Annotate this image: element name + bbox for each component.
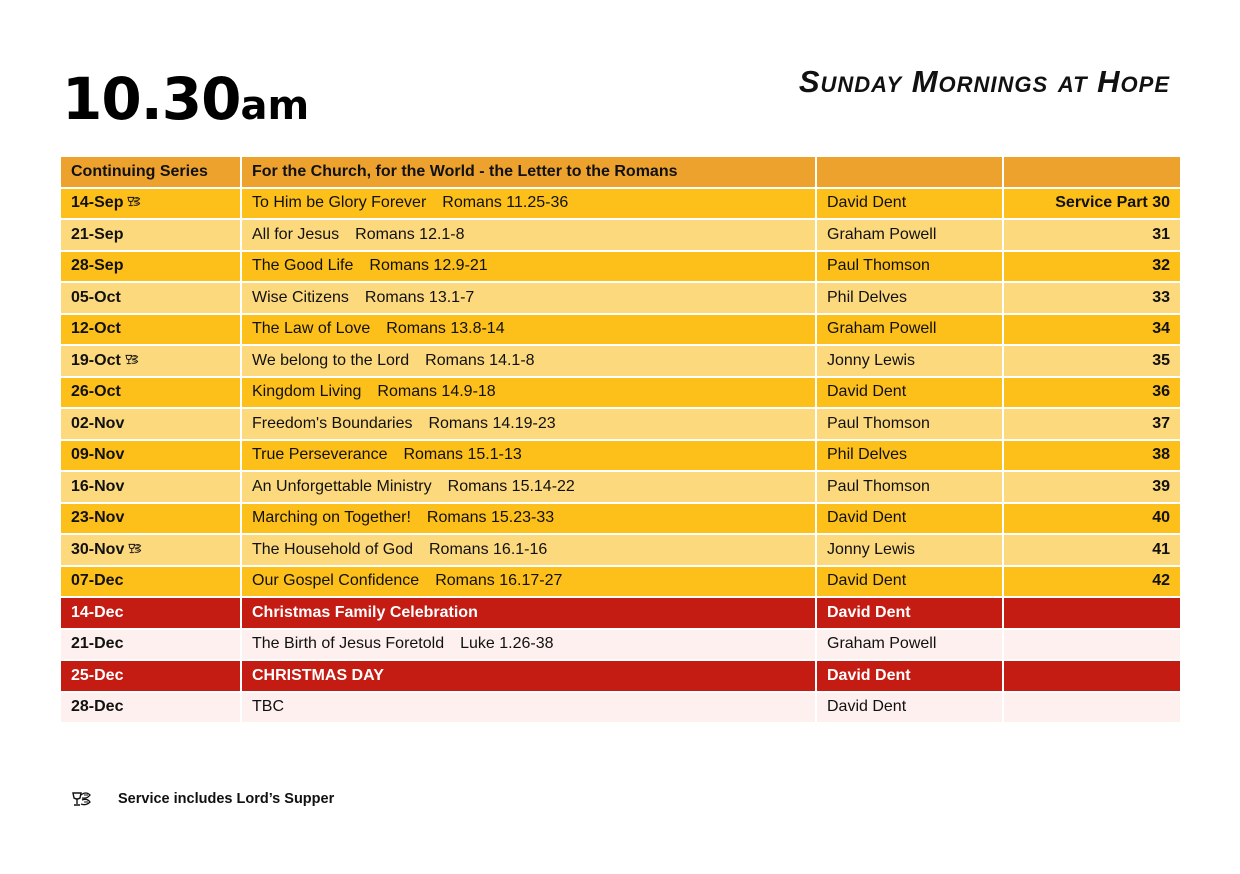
- part-cell: [1004, 346, 1180, 376]
- date-cell-text: 09-Nov: [71, 446, 125, 464]
- part-cell: [1004, 189, 1180, 219]
- part-cell-text: 42: [1152, 572, 1170, 590]
- date-cell: [61, 315, 240, 345]
- part-cell-text: 31: [1152, 225, 1170, 243]
- part-cell: [1004, 567, 1180, 597]
- speaker-cell: [817, 630, 1002, 660]
- date-cell-text: 12-Oct: [71, 320, 121, 338]
- date-cell: [61, 189, 240, 219]
- part-cell-text: 41: [1152, 540, 1170, 558]
- date-cell: [61, 661, 240, 691]
- part-cell-text: 38: [1152, 446, 1170, 464]
- scripture-reference: Romans 14.9-18: [377, 383, 496, 401]
- date-cell-text: 16-Nov: [71, 477, 125, 495]
- date-cell: [61, 409, 240, 439]
- scripture-reference: Romans 12.9-21: [369, 257, 488, 275]
- legend-text: Service includes Lord’s Supper: [118, 791, 335, 807]
- sermon-cell: [242, 661, 815, 691]
- speaker-cell: [817, 252, 1002, 282]
- sermon-cell: [242, 504, 815, 534]
- sermon-cell-text: True Perseverance: [252, 446, 388, 464]
- speaker-cell: [817, 693, 1002, 723]
- date-cell: [61, 220, 240, 250]
- speaker-cell: [817, 189, 1002, 219]
- sermon-cell: [242, 346, 815, 376]
- schedule-table: [59, 155, 1182, 724]
- speaker-cell-text: Jonny Lewis: [827, 540, 916, 558]
- part-cell: [1004, 535, 1180, 565]
- speaker-cell: [817, 661, 1002, 691]
- speaker-cell: [817, 472, 1002, 502]
- part-cell-text: 39: [1152, 477, 1170, 495]
- speaker-cell: [817, 441, 1002, 471]
- date-cell-text: 14-Sep: [71, 194, 124, 212]
- sermon-cell: [242, 378, 815, 408]
- date-cell: [61, 472, 240, 502]
- sermon-cell: [242, 283, 815, 313]
- part-cell-text: 36: [1152, 383, 1170, 401]
- part-cell: [1004, 283, 1180, 313]
- date-cell-text: 21-Sep: [71, 225, 124, 243]
- schedule-row: [61, 693, 1180, 723]
- sermon-cell-text: Wise Citizens: [252, 288, 349, 306]
- part-cell: [1004, 409, 1180, 439]
- sermon-cell-text: The Birth of Jesus Foretold: [252, 635, 445, 653]
- sermon-cell: [242, 567, 815, 597]
- part-cell: [1004, 220, 1180, 250]
- service-time: [62, 65, 310, 133]
- schedule-row: [61, 252, 1180, 282]
- sermon-cell-text: Christmas Family Celebration: [252, 603, 478, 621]
- date-cell-text: 25-Dec: [71, 666, 124, 684]
- speaker-cell: [817, 378, 1002, 408]
- speaker-cell-text: Phil Delves: [827, 288, 908, 306]
- part-cell: [1004, 378, 1180, 408]
- series-header-row: [61, 157, 1180, 187]
- sermon-cell: [242, 535, 815, 565]
- schedule-row: [61, 189, 1180, 219]
- schedule-row: [61, 346, 1180, 376]
- date-cell-text: 14-Dec: [71, 603, 124, 621]
- speaker-cell: [817, 409, 1002, 439]
- sermon-cell-text: Kingdom Living: [252, 383, 362, 401]
- sermon-cell-text: To Him be Glory Forever: [252, 194, 427, 212]
- speaker-cell: [817, 504, 1002, 534]
- lords-supper-icon: [70, 790, 92, 808]
- part-cell: [1004, 661, 1180, 691]
- service-time-suffix: am: [240, 83, 310, 129]
- schedule-row: [61, 441, 1180, 471]
- date-cell-text: 28-Sep: [71, 257, 124, 275]
- speaker-cell-text: Graham Powell: [827, 635, 937, 653]
- part-cell-text: Service Part 30: [1055, 194, 1170, 212]
- date-cell-text: 02-Nov: [71, 414, 125, 432]
- schedule-row: [61, 283, 1180, 313]
- lords-supper-icon: [126, 195, 141, 208]
- date-cell-text: 19-Oct: [71, 351, 121, 369]
- sermon-cell: [242, 252, 815, 282]
- speaker-cell: [817, 598, 1002, 628]
- speaker-cell: [817, 346, 1002, 376]
- sermon-cell-text: Freedom's Boundaries: [252, 414, 413, 432]
- empty-cell: [817, 157, 1002, 187]
- scripture-reference: Romans 15.14-22: [447, 477, 575, 495]
- sermon-cell-text: CHRISTMAS DAY: [252, 666, 384, 684]
- schedule-row: [61, 598, 1180, 628]
- speaker-cell-text: Phil Delves: [827, 446, 908, 464]
- series-name: For the Church, for the World - the Letter to the Romans: [242, 157, 815, 187]
- speaker-cell: [817, 535, 1002, 565]
- schedule-row: [61, 378, 1180, 408]
- sermon-cell-text: The Good Life: [252, 257, 354, 275]
- scripture-reference: Romans 11.25-36: [442, 194, 569, 212]
- part-cell-text: 33: [1152, 288, 1170, 306]
- sermon-cell: [242, 409, 815, 439]
- schedule-row: [61, 630, 1180, 660]
- sermon-cell-text: An Unforgettable Ministry: [252, 477, 432, 495]
- date-cell-text: 23-Nov: [71, 509, 125, 527]
- speaker-cell: [817, 283, 1002, 313]
- scripture-reference: Romans 14.19-23: [428, 414, 556, 432]
- part-cell: [1004, 598, 1180, 628]
- schedule-row: [61, 535, 1180, 565]
- speaker-cell-text: David Dent: [827, 509, 907, 527]
- scripture-reference: Romans 13.8-14: [386, 320, 505, 338]
- scripture-reference: Romans 13.1-7: [364, 288, 475, 306]
- speaker-cell-text: Paul Thomson: [827, 257, 930, 275]
- scripture-reference: Luke 1.26-38: [460, 635, 554, 653]
- date-cell: [61, 283, 240, 313]
- sermon-cell: [242, 315, 815, 345]
- speaker-cell-text: Jonny Lewis: [827, 351, 916, 369]
- date-cell: [61, 346, 240, 376]
- schedule-row: [61, 315, 1180, 345]
- sermon-cell-text: The Household of God: [252, 540, 413, 558]
- part-cell-text: 35: [1152, 351, 1170, 369]
- sermon-cell: [242, 189, 815, 219]
- part-cell-text: 40: [1152, 509, 1170, 527]
- speaker-cell-text: Paul Thomson: [827, 414, 930, 432]
- date-cell: [61, 693, 240, 723]
- schedule-row: [61, 567, 1180, 597]
- speaker-cell: [817, 220, 1002, 250]
- part-cell: [1004, 315, 1180, 345]
- speaker-cell: [817, 567, 1002, 597]
- speaker-cell-text: David Dent: [827, 603, 911, 621]
- date-cell: [61, 504, 240, 534]
- scripture-reference: Romans 15.23-33: [426, 509, 555, 527]
- speaker-cell: [817, 315, 1002, 345]
- part-cell: [1004, 441, 1180, 471]
- schedule-row: [61, 661, 1180, 691]
- sermon-cell: [242, 472, 815, 502]
- scripture-reference: Romans 12.1-8: [355, 225, 465, 243]
- sermon-cell-text: TBC: [252, 698, 284, 716]
- part-cell: [1004, 252, 1180, 282]
- date-cell: [61, 535, 240, 565]
- date-cell-text: 07-Dec: [71, 572, 124, 590]
- sermon-cell: [242, 220, 815, 250]
- sermon-cell-text: Marching on Together!: [252, 509, 411, 527]
- speaker-cell-text: David Dent: [827, 698, 907, 716]
- date-cell-text: 28-Dec: [71, 698, 124, 716]
- part-cell-text: 32: [1152, 257, 1170, 275]
- speaker-cell-text: Graham Powell: [827, 225, 937, 243]
- lords-supper-icon: [127, 542, 142, 555]
- part-cell: [1004, 630, 1180, 660]
- schedule-row: [61, 409, 1180, 439]
- sermon-cell-text: We belong to the Lord: [252, 351, 410, 369]
- scripture-reference: Romans 16.1-16: [429, 540, 548, 558]
- date-cell: [61, 252, 240, 282]
- speaker-cell-text: David Dent: [827, 383, 907, 401]
- sermon-cell: [242, 598, 815, 628]
- page-title: Sunday Mornings at Hope: [798, 64, 1170, 99]
- date-cell-text: 26-Oct: [71, 383, 121, 401]
- sermon-cell: [242, 693, 815, 723]
- sermon-cell-text: The Law of Love: [252, 320, 371, 338]
- lords-supper-icon: [124, 353, 139, 366]
- date-cell: [61, 441, 240, 471]
- scripture-reference: Romans 16.17-27: [435, 572, 563, 590]
- sermon-cell-text: All for Jesus: [252, 225, 340, 243]
- service-time-number: 10.30: [62, 65, 241, 133]
- date-cell-text: 21-Dec: [71, 635, 124, 653]
- legend: [70, 790, 334, 808]
- date-cell: [61, 378, 240, 408]
- part-cell: [1004, 472, 1180, 502]
- part-cell-text: 34: [1152, 320, 1170, 338]
- speaker-cell-text: David Dent: [827, 666, 911, 684]
- series-label: Continuing Series: [61, 157, 240, 187]
- part-cell: [1004, 504, 1180, 534]
- sermon-cell-text: Our Gospel Confidence: [252, 572, 420, 590]
- date-cell: [61, 630, 240, 660]
- date-cell: [61, 598, 240, 628]
- date-cell: [61, 567, 240, 597]
- part-cell: [1004, 693, 1180, 723]
- part-cell-text: 37: [1152, 414, 1170, 432]
- speaker-cell-text: Paul Thomson: [827, 477, 930, 495]
- date-cell-text: 30-Nov: [71, 540, 125, 558]
- schedule-row: [61, 472, 1180, 502]
- speaker-cell-text: David Dent: [827, 194, 907, 212]
- schedule-row: [61, 220, 1180, 250]
- scripture-reference: Romans 14.1-8: [425, 351, 535, 369]
- speaker-cell-text: David Dent: [827, 572, 907, 590]
- sermon-cell: [242, 630, 815, 660]
- date-cell-text: 05-Oct: [71, 288, 121, 306]
- scripture-reference: Romans 15.1-13: [403, 446, 522, 464]
- sermon-cell: [242, 441, 815, 471]
- empty-cell: [1004, 157, 1180, 187]
- speaker-cell-text: Graham Powell: [827, 320, 937, 338]
- schedule-row: [61, 504, 1180, 534]
